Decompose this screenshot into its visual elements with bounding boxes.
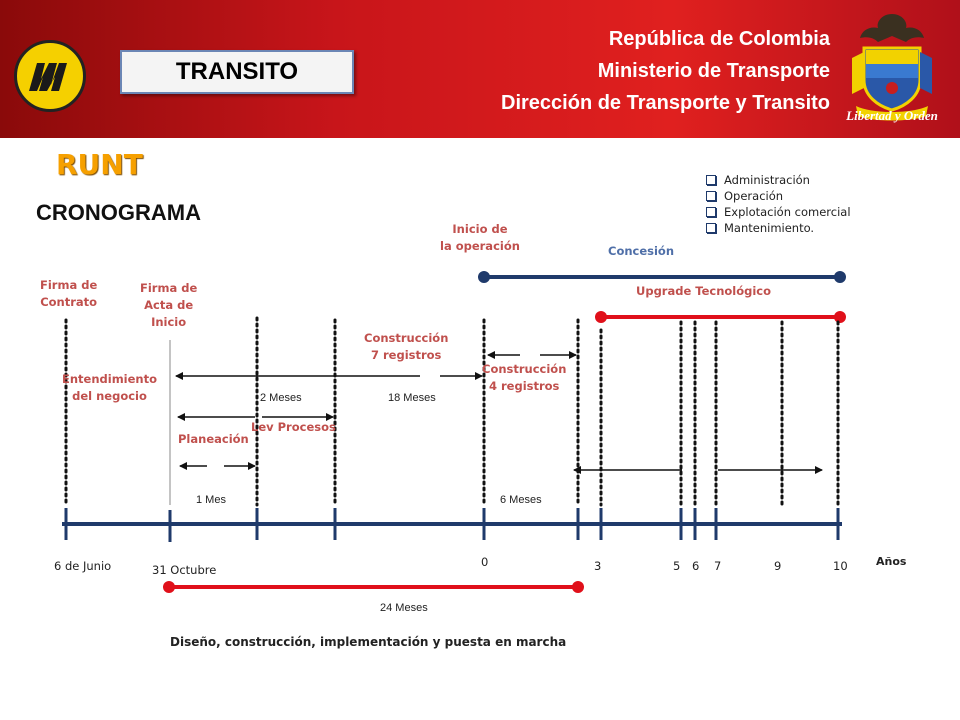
- list-item: Mantenimiento.: [706, 220, 851, 236]
- duration-24-meses: 24 Meses: [380, 602, 428, 614]
- label-construccion-4: Construcción 4 registros: [482, 362, 567, 393]
- list-item: Explotación comercial: [706, 204, 851, 220]
- list-item: Operación: [706, 188, 851, 204]
- tick-label: 5: [673, 559, 681, 573]
- page-title: RUNT: [56, 148, 143, 181]
- tick-label: 0: [481, 555, 489, 569]
- tick-label: 9: [774, 559, 782, 573]
- concesion-bar: [478, 271, 846, 283]
- header-ministerio: Ministerio de Transporte: [597, 60, 830, 82]
- label-upgrade: Upgrade Tecnológico: [636, 284, 772, 298]
- tick-label: 7: [714, 559, 722, 573]
- label-inicio-operacion: Inicio de la operación: [440, 222, 520, 253]
- tick-label: 6: [692, 559, 700, 573]
- duration-6-meses: 6 Meses: [500, 494, 542, 506]
- duration-18-meses: 18 Meses: [388, 392, 436, 404]
- tick-label: 6 de Junio: [54, 559, 112, 573]
- transito-badge: TRANSITO: [120, 50, 354, 94]
- duration-1-mes: 1 Mes: [196, 494, 226, 506]
- milestone-dotted-lines: [66, 318, 838, 505]
- label-entendimiento: Entendimiento del negocio: [62, 372, 158, 403]
- upgrade-bar: [595, 311, 846, 323]
- tick-label: 31 Octubre: [152, 563, 217, 577]
- list-item: Administración: [706, 172, 851, 188]
- label-lev-procesos: Lev Procesos: [251, 420, 336, 434]
- page-subtitle: CRONOGRAMA: [36, 200, 201, 225]
- tick-label: 10: [833, 559, 848, 573]
- seal-motto: Libertad y Orden: [846, 108, 938, 123]
- duration-2-meses: 2 Meses: [260, 392, 302, 404]
- label-concesion: Concesión: [608, 244, 675, 258]
- label-firma-acta: Firma de Acta de Inicio: [140, 281, 198, 329]
- label-diseno: Diseño, construcción, implementación y puesta en marcha: [170, 635, 567, 649]
- label-firma-contrato: Firma de Contrato: [40, 278, 98, 309]
- header-republica: República de Colombia: [608, 28, 830, 50]
- axis-unit-label: Años: [876, 555, 907, 568]
- tick-label: 3: [594, 559, 602, 573]
- label-construccion-7: Construcción 7 registros: [364, 331, 449, 362]
- diseno-bar: [163, 581, 584, 593]
- label-planeacion: Planeación: [178, 432, 249, 446]
- header-direccion: Dirección de Transporte y Transito: [501, 92, 830, 114]
